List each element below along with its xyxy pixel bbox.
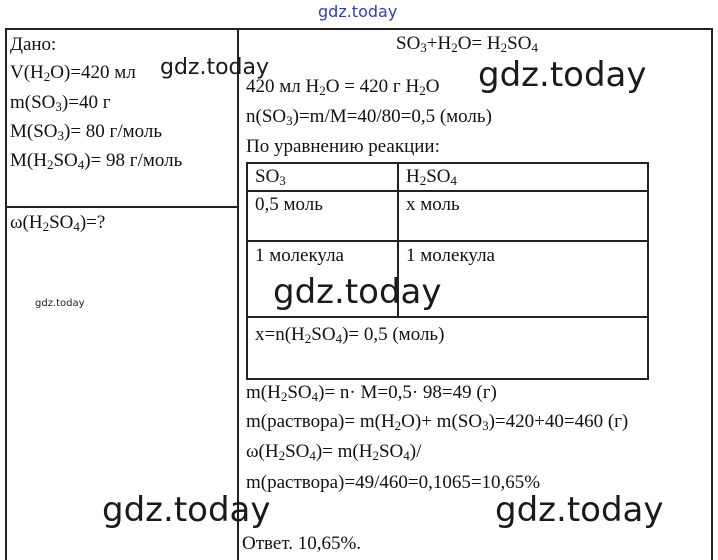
table-cell: 1 молекула bbox=[255, 245, 344, 266]
column-divider bbox=[237, 28, 239, 560]
given-heading: Дано: bbox=[10, 34, 57, 55]
watermark-bottom-left: gdz.today bbox=[102, 490, 271, 530]
watermark-bottom-right: gdz.today bbox=[495, 490, 664, 530]
watermark-big-upper: gdz.today bbox=[478, 55, 647, 95]
watermark-small: gdz.today bbox=[35, 298, 85, 309]
solution-line: По уравнению реакции: bbox=[246, 136, 440, 157]
answer: Ответ. 10,65%. bbox=[242, 533, 362, 554]
solution-line: $m(H_2SO_4)= n\cdot M=0,5\cdot 98=49$ (г) bbox=[246, 382, 497, 404]
reaction-equation: $SO_3+H_2O= H_2SO_4$ bbox=[396, 33, 538, 55]
table-border bbox=[246, 378, 649, 380]
table-header-h2so4: $H_2SO_4$ bbox=[406, 166, 458, 188]
solution-line: $n(SO_3)=m/M=40/80=0,5$ (моль) bbox=[246, 106, 492, 128]
watermark-middle: gdz.today bbox=[273, 272, 442, 312]
table-cell: x моль bbox=[406, 194, 460, 215]
table-border bbox=[647, 162, 649, 380]
find-line: $\omega(H_2SO_4)=$? bbox=[10, 212, 106, 234]
watermark-given: gdz.today bbox=[160, 55, 270, 80]
given-line: $V(H_2O)=420$ мл bbox=[10, 62, 136, 84]
frame-left-border bbox=[5, 28, 7, 560]
table-result: $x=n(H_2SO_4)= 0,5$ (моль) bbox=[255, 324, 445, 346]
table-cell: 1 молекула bbox=[406, 245, 495, 266]
table-border bbox=[246, 190, 649, 192]
table-border bbox=[246, 240, 649, 242]
table-header-so3: $SO_3$ bbox=[255, 166, 286, 188]
solution-line: 420 мл $H_2O = 420$ г $H_2O$ bbox=[246, 76, 440, 98]
table-border bbox=[246, 162, 248, 380]
given-find-divider bbox=[5, 206, 238, 208]
solution-line: m(раствора)= $m(H_2O)+ m(SO_3)=420+40=460$ (г) bbox=[246, 411, 629, 433]
solution-line: $\omega(H_2SO_4)= m(H_2SO_4)/$ bbox=[246, 441, 422, 463]
given-line: $M(SO_3)= 80$ г/моль bbox=[10, 121, 163, 143]
frame-right-border bbox=[711, 28, 713, 560]
watermark-top: gdz.today bbox=[318, 2, 398, 21]
frame-top-border bbox=[5, 28, 713, 30]
given-line: $m(SO_3)=40$ г bbox=[10, 92, 111, 114]
solution-line: m(раствора)=49/460=0,1065=10,65% bbox=[246, 472, 541, 493]
table-border bbox=[246, 162, 649, 164]
given-line: $M(H_2SO_4)= 98$ г/моль bbox=[10, 150, 183, 172]
table-border bbox=[246, 316, 649, 318]
table-cell: 0,5 моль bbox=[255, 194, 323, 215]
